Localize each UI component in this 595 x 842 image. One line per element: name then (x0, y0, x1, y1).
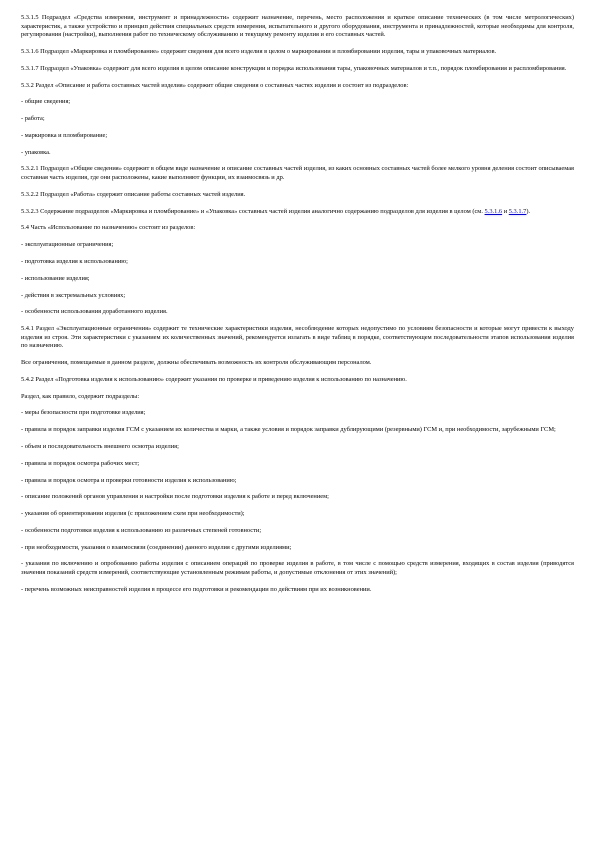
paragraph-text: и (502, 207, 509, 215)
document-body (21, 14, 574, 603)
paragraph-text: 5.3.2.3 Содержание подразделов «Маркировка и пломбирование» и «Упаковка» составных частей изделия аналогично содержанию подразделов для изделия в целом (см. (21, 207, 485, 215)
list-item: - меры безопасности при подготовке изделия; (21, 409, 146, 417)
list-item: - правила и порядок осмотра рабочих мест; (21, 459, 140, 467)
list-item: - указания по включению и опробованию работы изделия с описанием операций по проверке изделия в работе, в том числе с помощью средств измерения, входящих в состав изделия (приводятся значения показаний средств измерений, соответствующие установленным режимам работы, и допустимые отклонения от этих значений); (21, 560, 574, 576)
paragraph-5-3-1-5: 5.3.1.5 Подраздел «Средства измерения, инструмент и принадлежности» содержит назначение, перечень, место расположения и краткое описание технических (в том числе метрологических) характеристик, а также устройство и принцип действия специальных средств измерения, испытательного и другого оборудования, инструмента и принадлежностей, которые необходимы для контроля, регулирования (настройки), выполнения работ по техническому обслуживанию и текущему ремонту изделия и его составных частей. (21, 14, 574, 39)
list-item: - особенности подготовки изделия к использованию из различных степеней готовности; (21, 526, 262, 534)
list-item: - подготовка изделия к использованию; (21, 257, 128, 265)
paragraph-5-3-1-6: 5.3.1.6 Подраздел «Маркировка и пломбирование» содержит сведения для всего изделия в целом о маркировании и пломбировании изделия, тары и упаковочных материалов. (21, 47, 497, 55)
list-item: - эксплуатационные ограничения; (21, 241, 114, 249)
paragraph-text: ). (526, 207, 531, 215)
paragraph-5-4-2: 5.4.2 Раздел «Подготовка изделия к использованию» содержит указания по проверке и приведению изделия к использованию по назначению. (21, 375, 407, 383)
list-item: - правила и порядок осмотра и проверки готовности изделия к использованию; (21, 476, 237, 484)
list-item: - использование изделия; (21, 274, 90, 282)
list-item: - действия в экстремальных условиях; (21, 291, 126, 299)
paragraph: Раздел, как правило, содержит подразделы: (21, 392, 140, 400)
paragraph-5-4-1: 5.4.1 Раздел «Эксплуатационные ограничения» содержит те технические характеристики изделия, несоблюдение которых недопустимо по условиям безопасности и которые могут привести к выходу изделия из строя. Эти характеристики с указанием их количественных значений, рекомендуется излагать в виде таблиц в порядке, соответствующем последовательности этапов использования изделия по назначению. (21, 325, 574, 350)
paragraph-5-4: 5.4 Часть «Использование по назначению» состоит из разделов: (21, 224, 196, 232)
link-5-3-1-7[interactable]: 5.3.1.7 (508, 207, 527, 215)
list-item: - указания об ориентировании изделия (с приложением схем при необходимости); (21, 510, 245, 518)
paragraph-5-3-2-2: 5.3.2.2 Подраздел «Работа» содержит описание работы составных частей изделия. (21, 190, 246, 198)
paragraph-5-3-1-7: 5.3.1.7 Подраздел «Упаковка» содержит для всего изделия в целом описание конструкции и порядка использования тары, упаковочных материалов и т.п., порядок пломбирования и распломбирования. (21, 64, 567, 72)
list-item: - при необходимости, указания о взаимосвязи (соединении) данного изделия с другими изделиями; (21, 543, 292, 551)
list-item: - правила и порядок заправки изделия ГСМ с указанием их количества и марки, а также условия и порядок заправки дублирующими (резервными) ГСМ и, при необходимости, зарубежными ГСМ; (21, 426, 556, 434)
list-item: - работа; (21, 115, 45, 123)
list-item: - общие сведения; (21, 98, 71, 106)
list-item: - маркировка и пломбирование; (21, 131, 108, 139)
paragraph: Все ограничения, помещаемые в данном разделе, должны обеспечивать возможность их контроля обслуживающим персоналом. (21, 359, 372, 367)
list-item: - особенности использования доработанного изделия. (21, 308, 168, 316)
link-5-3-1-6[interactable]: 5.3.1.6 (484, 207, 503, 215)
paragraph-5-3-2-3 (21, 208, 574, 217)
paragraph-5-3-2: 5.3.2 Раздел «Описание и работа составных частей изделия» содержит общие сведения о составных частях изделия и состоит из подразделов: (21, 81, 409, 89)
list-item: - упаковка. (21, 148, 51, 156)
paragraph-5-3-2-1: 5.3.2.1 Подраздел «Общие сведения» содержит в общем виде назначение и описание составных частей изделия, из каких основных составных частей более мелкого уровня деления состоит описываемая составная часть изделия, где они расположены, какие выполняют функции, их взаимосвязь и др. (21, 165, 574, 182)
list-item: - объем и последовательность внешнего осмотра изделия; (21, 442, 179, 450)
list-item: - перечень возможных неисправностей изделия в процессе его подготовки и рекомендации по действиям при их возникновении. (21, 585, 372, 593)
list-item: - описание положений органов управления и настройки после подготовки изделия к работе и перед включением; (21, 493, 329, 501)
